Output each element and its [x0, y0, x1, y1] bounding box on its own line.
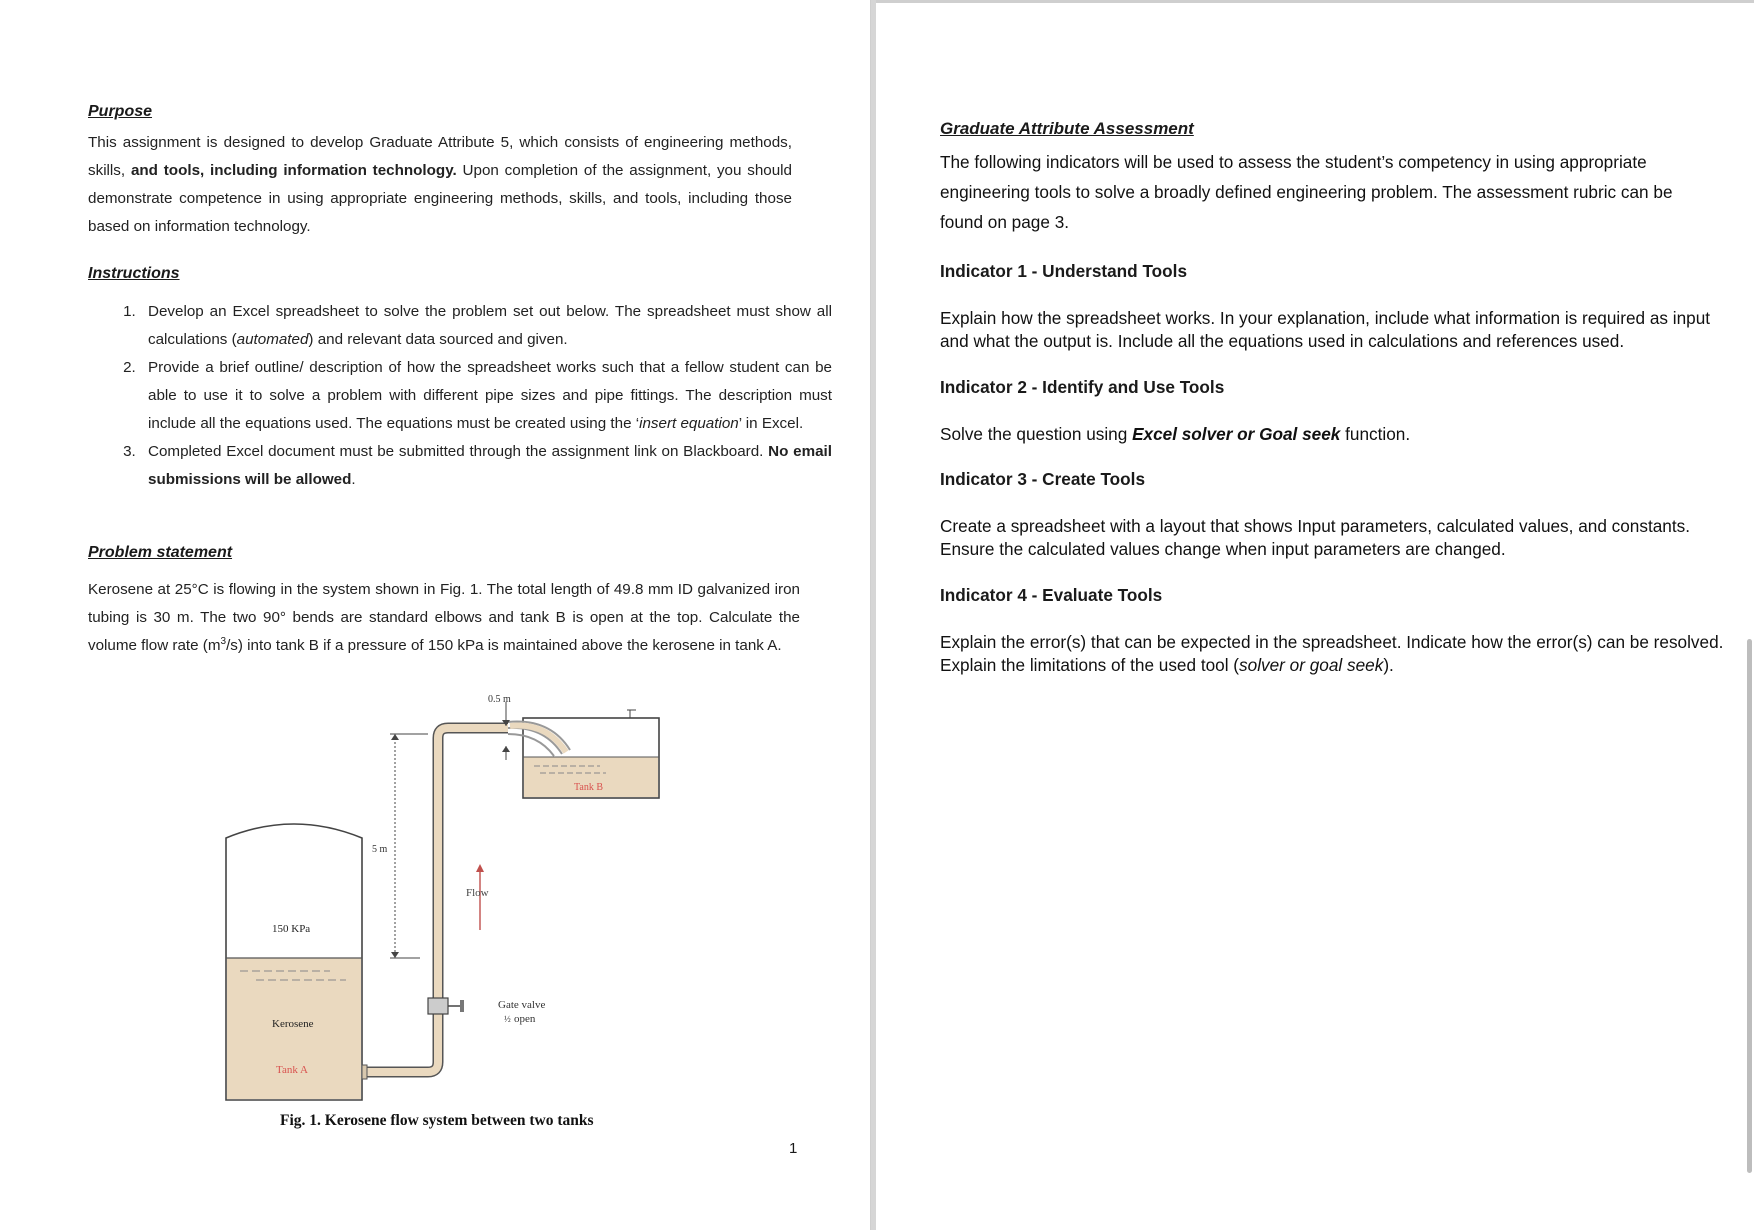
purpose-heading: Purpose [88, 103, 153, 120]
list-item: 2. Provide a brief outline/ description of how the spreadsheet works such that a fellow student can be able to use it to solve a problem with different pipe sizes and pipe fittings. The description must include all the equations used. The equations must be created using the ‘insert equation’ in Excel. [140, 354, 832, 438]
assessment-heading: Graduate Attribute Assessment [940, 119, 1194, 138]
instructions-list [108, 298, 832, 494]
instructions-heading: Instructions [88, 265, 180, 282]
label-gate-valve: Gate valve [498, 999, 546, 1011]
indicator-1-title: Indicator 1 - Understand Tools [940, 261, 1188, 281]
page-number: 1 [789, 1140, 798, 1157]
gate-valve [428, 998, 448, 1014]
indicator-2-text: Solve the question using Excel solver or Goal seek function. [940, 424, 1411, 444]
purpose-paragraph: This assignment is designed to develop Graduate Attribute 5, which consists of engineering methods, skills, and tools, including information technology. Upon completion of the assignment, you should demonstrate competence in using appropriate engineering methods, skills, and tools, including those based on information technology. [88, 134, 793, 235]
indicator-3-text: Create a spreadsheet with a layout that shows Input parameters, calculated values, and constants. Ensure the calculated values change when input parameters are changed. [940, 516, 1690, 559]
label-pressure: 150 KPa [272, 923, 311, 935]
label-open: open [514, 1013, 536, 1025]
kerosene-flow-figure [210, 688, 670, 1128]
vertical-scrollbar[interactable] [1747, 639, 1752, 1173]
assessment-intro: The following indicators will be used to assess the student’s competency in using appropriate engineering tools to solve a broadly defined engineering problem. The assessment rubric can be found on page 3. [940, 152, 1673, 232]
label-half: ½ [504, 1014, 511, 1024]
label-kerosene: Kerosene [272, 1018, 314, 1030]
indicator-3-title: Indicator 3 - Create Tools [940, 469, 1146, 489]
indicator-2-title: Indicator 2 - Identify and Use Tools [940, 377, 1225, 397]
figure-diagram [210, 688, 670, 1128]
indicator-4-text: Explain the error(s) that can be expected in the spreadsheet. Indicate how the error(s) can be resolved. Explain the limitations of the used tool (solver or goal seek). [940, 632, 1724, 675]
label-5m: 5 m [372, 844, 388, 855]
document-page-1 [0, 0, 871, 1230]
indicator-1-text: Explain how the spreadsheet works. In your explanation, include what information is required as input and what the output is. Include all the equations used in calculations and references used. [940, 308, 1711, 351]
document-page-2 [876, 0, 1754, 1230]
label-tank-a: Tank A [276, 1064, 308, 1076]
list-item: 3. Completed Excel document must be submitted through the assignment link on Blackboard. No email submissions will be allowed. [140, 438, 832, 494]
figure-caption: Fig. 1. Kerosene flow system between two tanks [280, 1112, 594, 1129]
label-tank-b: Tank B [574, 782, 604, 793]
label-0-5m: 0.5 m [488, 694, 511, 705]
label-flow: Flow [466, 887, 489, 899]
list-item: 1. Develop an Excel spreadsheet to solve the problem set out below. The spreadsheet must show all calculations (automated) and relevant data sourced and given. [140, 298, 832, 354]
indicator-4-title: Indicator 4 - Evaluate Tools [940, 585, 1163, 605]
problem-statement-paragraph: Kerosene at 25°C is flowing in the system shown in Fig. 1. The total length of 49.8 mm ID galvanized iron tubing is 30 m. The two 90° bends are standard elbows and tank B is open at the top. Calculate the volume flow rate $(m^3/s)$ into tank B if a pressure of 150 kPa is maintained above the kerosene in tank A. [88, 581, 800, 654]
problem-statement-heading: Problem statement [88, 544, 233, 561]
